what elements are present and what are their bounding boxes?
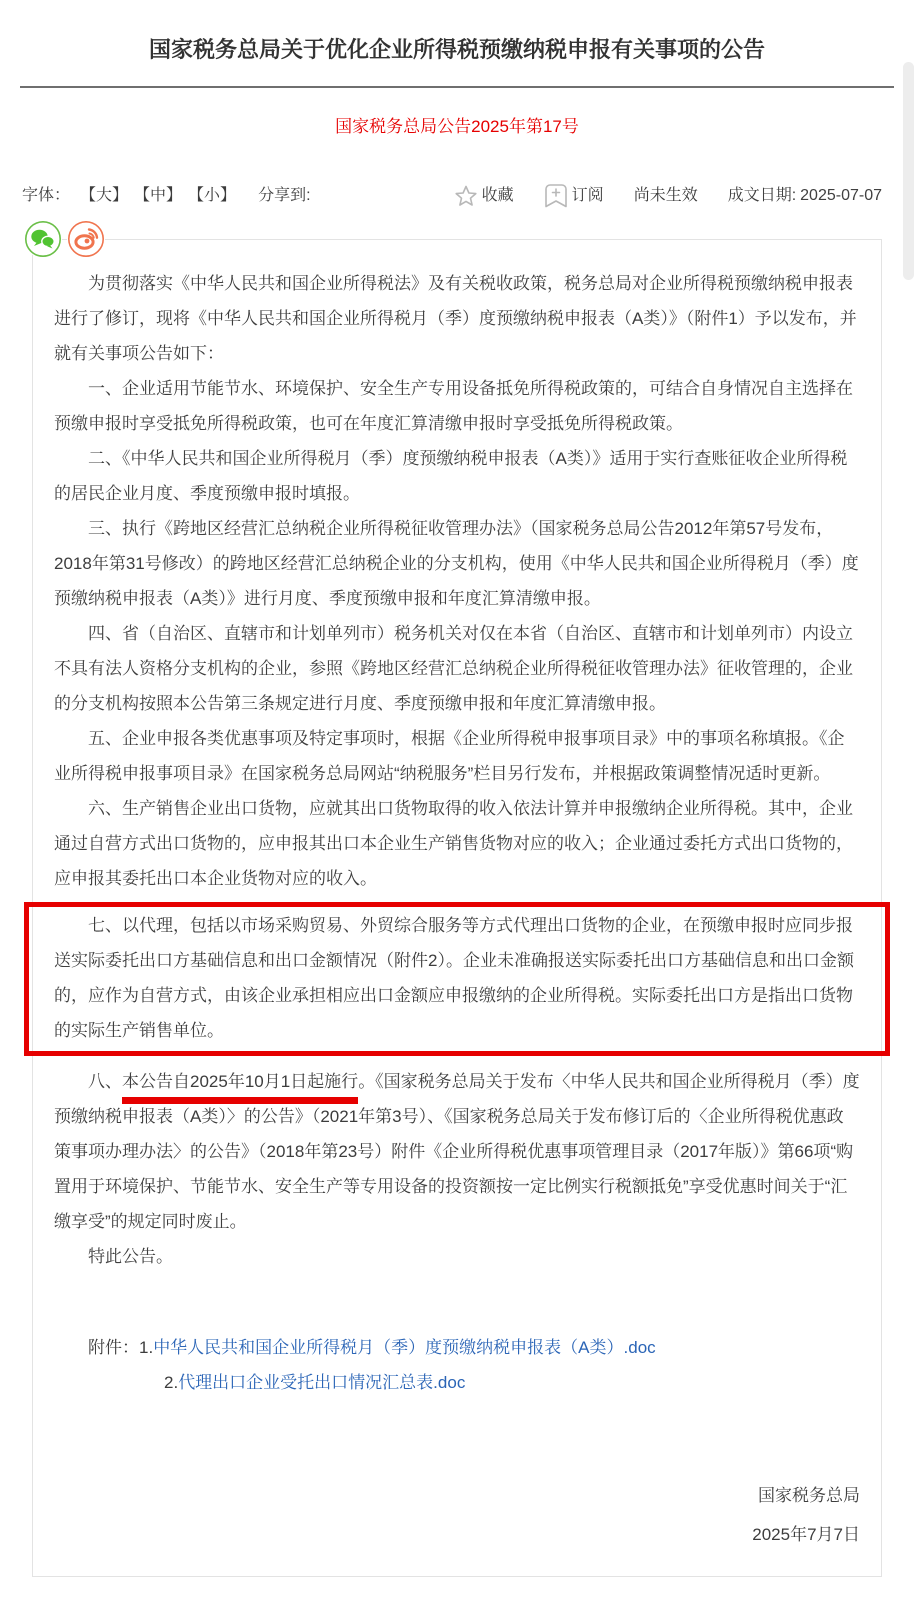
red-highlight-box <box>24 902 890 1056</box>
doc-number: 国家税务总局公告2025年第17号 <box>335 116 579 136</box>
article-body <box>32 239 882 1577</box>
paragraph-eight-rest: 。《国家税务总局关于发布〈中华人民共和国企业所得税月（季）度预缴纳税申报表（A类）〉的公告》（2021年第3号）、《国家税务总局关于发布修订后的〈企业所得税优惠政策事项办理办法〉的公告》（2018年第23号）附件《企业所得税优惠事项管理目录（2017年版）》第66项“购置用于环境保护、节能节水、安全生产等专用设备的投资额按一定比例实行税额抵免”享受优惠时间关于“汇缴享受”的规定同时废止。 <box>54 1071 860 1231</box>
paragraph-one: 一、企业适用节能节水、环境保护、安全生产专用设备抵免所得税政策的，可结合自身情况自主选择在预缴申报时享受抵免所得税政策，也可在年度汇算清缴申报时享受抵免所得税政策。 <box>54 378 853 433</box>
share-to-label: 分享到: <box>258 186 311 204</box>
bookmark-plus-icon <box>544 183 568 209</box>
attachment-2-link[interactable]: 代理出口企业受托出口情况汇总表.doc <box>178 1372 466 1392</box>
attachment-row <box>54 1330 860 1365</box>
paragraph-two: 二、《中华人民共和国企业所得税月（季）度预缴纳税申报表（A类）》适用于实行查账征收企业所得税的居民企业月度、季度预缴申报时填报。 <box>54 448 848 503</box>
attachment-1-number: 1. <box>139 1337 154 1357</box>
red-underlined-effective-date: 本公告自2025年10月1日起施行 <box>122 1072 358 1104</box>
signature-agency: 国家税务总局 <box>758 1485 860 1505</box>
font-label: 字体： <box>22 186 71 204</box>
share-icon-group <box>24 220 105 258</box>
signature-date: 2025年7月7日 <box>752 1524 860 1544</box>
scrollbar-thumb[interactable] <box>903 62 914 280</box>
article-container <box>32 239 882 1577</box>
publish-date <box>728 184 882 208</box>
attachments-label: 附件： <box>88 1337 139 1357</box>
paragraph-eight <box>54 1064 860 1239</box>
wechat-share-icon[interactable] <box>24 220 62 258</box>
publish-date-value: 2025-07-07 <box>800 186 882 204</box>
publish-date-label: 成文日期: <box>727 186 797 204</box>
toolbar <box>22 183 882 209</box>
toolbar-font-controls <box>22 184 311 208</box>
subscribe-button[interactable] <box>544 183 604 209</box>
signature-block <box>54 1478 860 1552</box>
paragraph-eight-prefix: 八、 <box>88 1071 122 1091</box>
weibo-share-icon[interactable] <box>67 220 105 258</box>
paragraph-five: 五、企业申报各类优惠事项及特定事项时，根据《企业所得税申报事项目录》中的事项名称填报。《企业所得税申报事项目录》在国家税务总局网站“纳税服务”栏目另行发布，并根据政策调整情况适时更新。 <box>54 728 845 783</box>
subscribe-label: 订阅 <box>571 186 604 204</box>
toolbar-actions <box>454 183 882 209</box>
status-badge: 尚未生效 <box>633 186 698 204</box>
star-icon <box>454 184 478 208</box>
favorite-button[interactable] <box>454 184 514 208</box>
paragraph-four: 四、省（自治区、直辖市和计划单列市）税务机关对仅在本省（自治区、直辖市和计划单列市）内设立不具有法人资格分支机构的企业，参照《跨地区经营汇总纳税企业所得税征收管理办法》征收管理的，企业的分支机构按照本公告第三条规定进行月度、季度预缴申报和年度汇算清缴申报。 <box>54 623 853 713</box>
title-divider <box>20 86 894 88</box>
paragraph-six: 六、生产销售企业出口货物，应就其出口货物取得的收入依法计算并申报缴纳企业所得税。其中，企业通过自营方式出口货物的，应申报其出口本企业生产销售货物对应的收入；企业通过委托方式出口货物的，应申报其委托出口本企业货物对应的收入。 <box>54 798 853 888</box>
font-size-small-button[interactable]: 【小】 <box>188 186 237 204</box>
paragraph-seven: 七、以代理，包括以市场采购贸易、外贸综合服务等方式代理出口货物的企业，在预缴申报时应同步报送实际委托出口方基础信息和出口金额情况（附件2）。企业未准确报送实际委托出口方基础信息和出口金额的，应作为自营方式，由该企业承担相应出口金额应申报缴纳的企业所得税。实际委托出口方是指出口货物的实际生产销售单位。 <box>54 915 854 1040</box>
favorite-label: 收藏 <box>481 186 514 204</box>
font-size-medium-button[interactable]: 【中】 <box>134 186 183 204</box>
attachment-1-link[interactable]: 中华人民共和国企业所得税月（季）度预缴纳税申报表（A类）.doc <box>153 1337 656 1357</box>
paragraph-three: 三、执行《跨地区经营汇总纳税企业所得税征收管理办法》（国家税务总局公告2012年第57号发布，2018年第31号修改）的跨地区经营汇总纳税企业的分支机构，使用《中华人民共和国企业所得税月（季）度预缴纳税申报表（A类）》进行月度、季度预缴申报和年度汇算清缴申报。 <box>54 518 859 608</box>
font-size-large-button[interactable]: 【大】 <box>80 186 129 204</box>
page-title: 国家税务总局关于优化企业所得税预缴纳税申报有关事项的公告 <box>148 37 765 62</box>
paragraph-intro: 为贯彻落实《中华人民共和国企业所得税法》及有关税收政策，税务总局对企业所得税预缴纳税申报表进行了修订，现将《中华人民共和国企业所得税月（季）度预缴纳税申报表（A类）》（附件1）予以发布，并就有关事项公告如下： <box>54 273 857 363</box>
paragraph-closing: 特此公告。 <box>88 1246 173 1266</box>
attachments-section <box>54 1330 860 1400</box>
attachment-row <box>54 1365 860 1400</box>
announcement-page <box>0 34 914 1619</box>
attachment-2-number: 2. <box>164 1372 179 1392</box>
